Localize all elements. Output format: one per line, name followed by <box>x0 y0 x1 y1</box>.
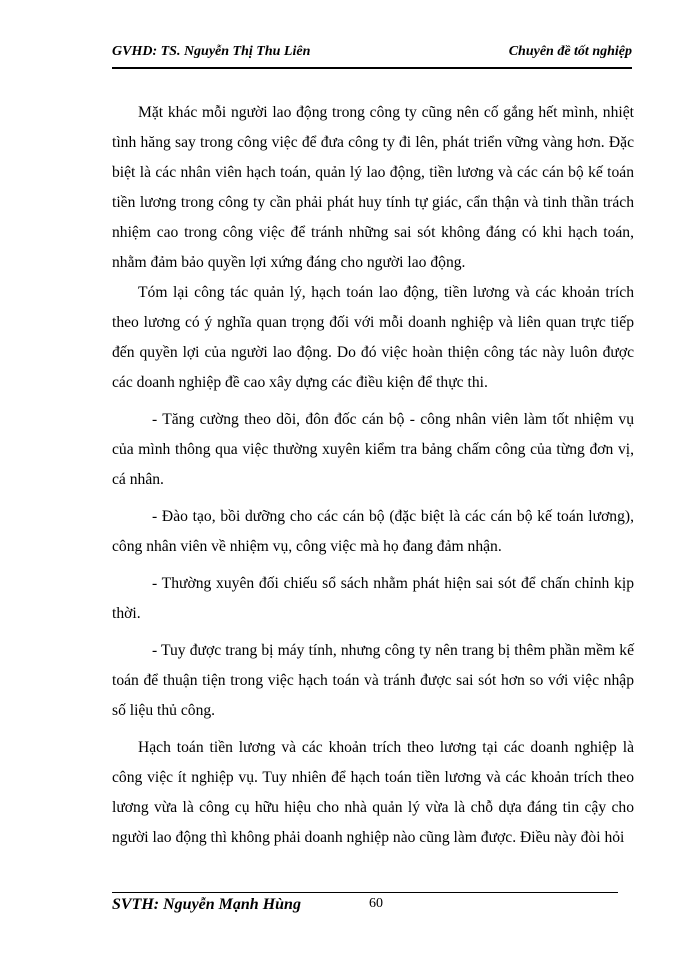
page-number: 60 <box>369 896 383 911</box>
bullet-2: - Đào tạo, bồi dưỡng cho các cán bộ (đặc biệt là các cán bộ kế toán lương), công nhân viên về nhiệm vụ, công việc mà họ đang đảm nhận. <box>112 508 634 555</box>
footer-rule <box>112 892 618 893</box>
spacer <box>112 629 634 636</box>
paragraph-1: Mặt khác mỗi người lao động trong công ty cũng nên cố gắng hết mình, nhiệt tình hăng say trong công việc để đưa công ty đi lên, phát triển vững vàng hơn. Đặc biệt là các nhân viên hạch toán, quản lý lao động, tiền lương và các cán bộ kế toán tiền lương trong công ty cần phải phát huy tính tự giác, cẩn thận và tinh thần trách nhiệm cao trong công việc để tránh những sai sót không đáng có khi hạch toán, nhằm đảm bảo quyền lợi xứng đáng cho người lao động. <box>112 104 634 271</box>
header-document-type: Chuyên đề tốt nghiệp <box>508 44 632 59</box>
bullet-3: - Thường xuyên đối chiếu sổ sách nhằm phát hiện sai sót để chấn chỉnh kịp thời. <box>112 575 634 622</box>
bullet-4: - Tuy được trang bị máy tính, nhưng công ty nên trang bị thêm phần mềm kế toán để thuận tiện trong việc hạch toán và tránh được sai sót hơn so với việc nhập số liệu thủ công. <box>112 642 634 719</box>
document-body <box>112 98 634 853</box>
header-advisor: GVHD: TS. Nguyễn Thị Thu Liên <box>112 44 311 59</box>
page-header <box>112 44 632 66</box>
paragraph-2: Tóm lại công tác quản lý, hạch toán lao động, tiền lương và các khoản trích theo lương có ý nghĩa quan trọng đối với mỗi doanh nghiệp và liên quan trực tiếp đến quyền lợi của người lao động. Do đó việc hoàn thiện công tác này luôn được các doanh nghiệp đề cao xây dựng các điều kiện để thực thi. <box>112 284 634 391</box>
paragraph-3: Hạch toán tiền lương và các khoản trích theo lương tại các doanh nghiệp là công việc ít nghiệp vụ. Tuy nhiên để hạch toán tiền lương và các khoản trích theo lương vừa là công cụ hữu hiệu cho nhà quản lý vừa là chỗ dựa đáng tin cậy cho người lao động thì không phải doanh nghiệp nào cũng làm được. Điều này đòi hỏi <box>112 739 634 846</box>
footer-student-name: SVTH: Nguyễn Mạnh Hùng <box>112 896 301 913</box>
header-rule <box>112 67 632 69</box>
spacer <box>112 562 634 569</box>
spacer <box>112 726 634 733</box>
bullet-1: - Tăng cường theo dõi, đôn đốc cán bộ - công nhân viên làm tốt nhiệm vụ của mình thông qua việc thường xuyên kiểm tra bảng chấm công của từng đơn vị, cá nhân. <box>112 411 634 488</box>
spacer <box>112 495 634 502</box>
spacer <box>112 398 634 405</box>
